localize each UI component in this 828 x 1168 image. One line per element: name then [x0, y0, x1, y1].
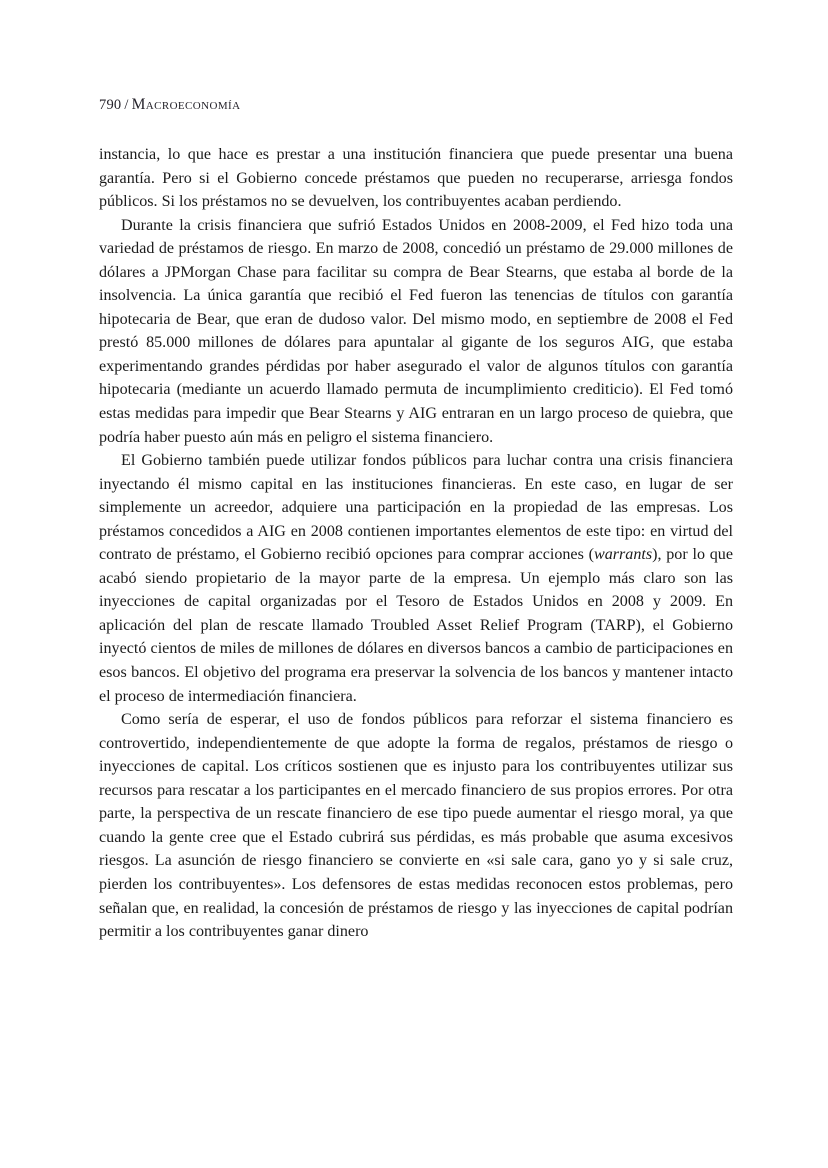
running-head	[99, 96, 733, 114]
paragraph-controversy: Como sería de esperar, el uso de fondos públicos para reforzar el sistema financiero es controvertido, independientemente de que adopte la forma de regalos, préstamos de riesgo o inyecciones de capital. Los críticos sostienen que es injusto para los contribuyentes utilizar sus recursos para rescatar a los participantes en el mercado financiero de sus propios errores. Por otra parte, la perspectiva de un rescate financiero de ese tipo puede aumentar el riesgo moral, ya que cuando la gente cree que el Estado cubrirá sus pérdidas, es más probable que asuma excesivos riesgos. La asunción de riesgo financiero se convierte en «si sale cara, gano yo y si sale cruz, pierden los contribuyentes». Los defensores de estas medidas reconocen estos problemas, pero señalan que, en realidad, la concesión de préstamos de riesgo y las inyecciones de capital podrían permitir a los contribuyentes ganar dinero	[99, 711, 733, 941]
paragraph-text-after-italic: ), por lo que acabó siendo propietario de la mayor parte de la empresa. Un ejemplo más claro son las inyecciones de capital organizadas por el Tesoro de Estados Unidos en 2008 y 2009. En aplicación del plan de rescate llamado Troubled Asset Relief Program (TARP), el Gobierno inyectó cientos de miles de millones de dólares en diversos bancos a cambio de participaciones en esos bancos. El objetivo del programa era preservar la solvencia de los bancos y mantener intacto el proceso de intermediación financiera.	[99, 546, 733, 705]
italic-term-warrants: warrants	[593, 546, 653, 564]
body-text-column	[99, 143, 733, 944]
book-title: Macroeconomía	[131, 96, 241, 113]
paragraph-continuation: instancia, lo que hace es prestar a una institución financiera que puede presentar una buena garantía. Pero si el Gobierno concede préstamos que pueden no recuperarse, arriesga fondos públicos. Si los préstamos no se devuelven, los contribuyentes acaban perdiendo.	[99, 146, 733, 211]
paragraph-text-before-italic: El Gobierno también puede utilizar fondos públicos para luchar contra una crisis financiera inyectando él mismo capital en las instituciones financieras. En este caso, en lugar de ser simplemente un acreedor, adquiere una participación en la propiedad de las empresas. Los préstamos concedidos a AIG en 2008 contienen importantes elementos de este tipo: en virtud del contrato de préstamo, el Gobierno recibió opciones para comprar acciones (	[99, 452, 733, 564]
running-head-separator: /	[124, 97, 129, 113]
paragraph-capital-injections	[99, 449, 733, 708]
paragraph-fed-crisis-loans: Durante la crisis financiera que sufrió Estados Unidos en 2008-2009, el Fed hizo toda una variedad de préstamos de riesgo. En marzo de 2008, concedió un préstamo de 29.000 millones de dólares a JPMorgan Chase para facilitar su compra de Bear Stearns, que estaba al borde de la insolvencia. La única garantía que recibió el Fed fueron las tenencias de títulos con garantía hipotecaria de Bear, que eran de dudoso valor. Del mismo modo, en septiembre de 2008 el Fed prestó 85.000 millones de dólares para apuntalar al gigante de los seguros AIG, que estaba experimentando grandes pérdidas por haber asegurado el valor de algunos títulos con garantía hipotecaria (mediante un acuerdo llamado permuta de incumplimiento crediticio). El Fed tomó estas medidas para impedir que Bear Stearns y AIG entraran en un largo proceso de quiebra, que podría haber puesto aún más en peligro el sistema financiero.	[99, 216, 733, 446]
page-number: 790	[99, 97, 122, 113]
